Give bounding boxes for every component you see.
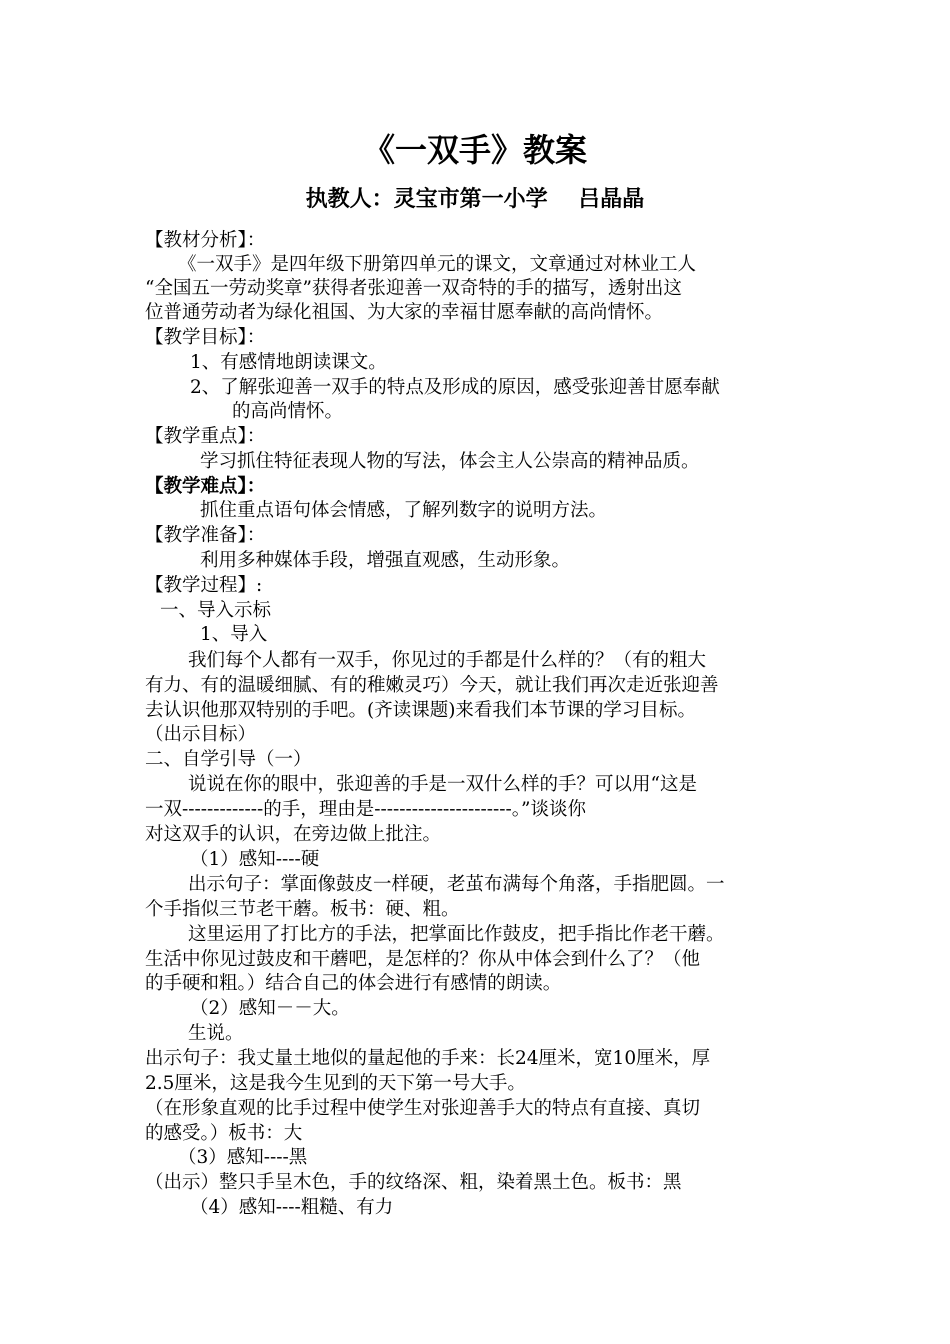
paragraph-line: （在形象直观的比手过程中使学生对张迎善手大的特点有直接、真切: [145, 1098, 701, 1119]
paragraph-line: 对这双手的认识，在旁边做上批注。: [145, 824, 442, 845]
page-title: 《一双手》教案: [362, 131, 587, 169]
paragraph-line: 生说。: [188, 1023, 244, 1044]
section-heading-teaching-difficulty: 【教学难点】：: [145, 476, 266, 497]
section-heading-teaching-focus: 【教学重点】：: [145, 426, 266, 447]
paragraph-line: （出示）整只手呈木色，手的纹络深、粗，染着黑土色。板书：黑: [145, 1172, 682, 1193]
paragraph-line: 个手指似三节老干蘑。板书：硬、粗。: [145, 899, 460, 920]
paragraph-line: 利用多种媒体手段，增强直观感，生动形象。: [200, 550, 571, 571]
subsection-item: （3）感知----黑: [178, 1147, 308, 1168]
paragraph-line: 我们每个人都有一双手，你见过的手都是什么样的？（有的粗大: [188, 650, 707, 671]
paragraph-line: 学习抓住特征表现人物的写法，体会主人公崇高的精神品质。: [200, 451, 700, 472]
section-heading-material-analysis: 【教材分析】：: [145, 230, 266, 251]
subsection-heading: 二、自学引导（一）: [145, 749, 312, 770]
paragraph-line: （出示目标）: [145, 724, 257, 745]
list-item: 1、有感情地朗读课文。: [190, 352, 387, 373]
paragraph-line: 出示句子：掌面像鼓皮一样硬，老茧布满每个角落，手指肥圆。一: [188, 874, 725, 895]
paragraph-line: 出示句子：我丈量土地似的量起他的手来：长24厘米，宽10厘米，厚: [145, 1048, 711, 1069]
page-subtitle: 执教人：灵宝市第一小学 吕晶晶: [305, 187, 645, 212]
section-heading-teaching-goals: 【教学目标】：: [145, 327, 266, 348]
paragraph-line: 去认识他那双特别的手吧。(齐读课题)来看我们本节课的学习目标。: [145, 700, 696, 721]
list-item: 2、了解张迎善一双手的特点及形成的原因，感受张迎善甘愿奉献: [190, 377, 720, 398]
paragraph-line: 说说在你的眼中，张迎善的手是一双什么样的手？可以用“这是: [188, 774, 697, 795]
paragraph-line: 抓住重点语句体会情感，了解列数字的说明方法。: [200, 500, 608, 521]
paragraph-line: 有力、有的温暖细腻、有的稚嫩灵巧）今天，就让我们再次走近张迎善: [145, 675, 719, 696]
paragraph-line: 的手硬和粗。）结合自己的体会进行有感情的朗读。: [145, 973, 562, 994]
paragraph-line: 位普通劳动者为绿化祖国、为大家的幸福甘愿奉献的高尚情怀。: [145, 302, 664, 323]
paragraph-line: “全国五一劳动奖章”获得者张迎善一双奇特的手的描写，透射出这: [145, 278, 682, 299]
paragraph-line: 这里运用了打比方的手法，把掌面比作鼓皮，把手指比作老干蘑。: [188, 924, 725, 945]
paragraph-line: 《一双手》是四年级下册第四单元的课文，文章通过对林业工人: [178, 254, 697, 275]
subsection-item: （2）感知－－大。: [190, 998, 350, 1019]
subsection-item: （4）感知----粗糙、有力: [190, 1197, 394, 1218]
subsection-item: 1、导入: [200, 624, 268, 645]
section-heading-teaching-process: 【教学过程】:: [145, 575, 263, 596]
paragraph-line: 2.5厘米，这是我今生见到的天下第一号大手。: [145, 1073, 526, 1094]
subsection-heading: 一、导入示标: [160, 600, 272, 621]
paragraph-line: 生活中你见过鼓皮和干蘑吧，是怎样的？你从中体会到什么了？（他: [145, 949, 701, 970]
subsection-item: （1）感知----硬: [190, 849, 320, 870]
paragraph-line: 一双-------------的手，理由是----------------------。”谈谈你: [145, 799, 586, 820]
section-heading-teaching-preparation: 【教学准备】：: [145, 525, 266, 546]
paragraph-line: 的感受。）板书：大: [145, 1123, 303, 1144]
list-item-continuation: 的高尚情怀。: [232, 401, 344, 422]
